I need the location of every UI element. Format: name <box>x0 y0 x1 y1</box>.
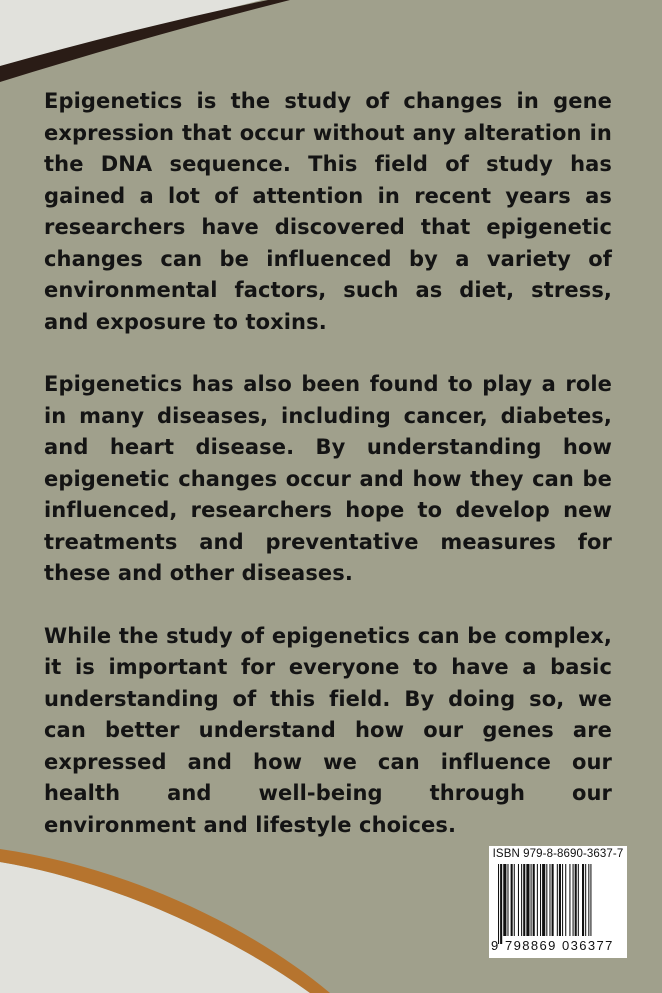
barcode-bar <box>552 864 554 936</box>
barcode-digits-right: 036377 <box>562 938 614 953</box>
barcode-bar <box>537 864 538 936</box>
barcode-bar <box>533 864 535 936</box>
barcode-bar <box>585 864 586 936</box>
barcode-bar <box>565 864 566 936</box>
bottom-left-light-panel <box>0 862 310 993</box>
blurb-paragraph-1: Epigenetics is the study of changes in gene expression that occur without any alteration in the DNA sequence. This field of study has gained a lot of attention in recent years as researchers have discovered that epigenetic changes can be influenced by a variety of environmental factors, such as diet, stress, and exposure to toxins. <box>44 89 612 334</box>
blurb-paragraph-3: While the study of epigenetics can be complex, it is important for everyone to have a basic understanding of this field. By doing so, we can better understand how our genes are expressed and how we can influence our health and well-being through our environment and lifestyle choices. <box>44 623 612 837</box>
barcode-bar <box>590 864 591 936</box>
barcode-bar <box>531 864 532 936</box>
barcode-bar <box>518 864 519 936</box>
barcode-bar <box>557 864 558 936</box>
back-cover-blurb <box>44 86 612 872</box>
barcode-bar <box>526 864 529 936</box>
barcode-bar <box>503 864 506 936</box>
barcode-bar <box>540 864 541 936</box>
barcode-bar <box>549 864 550 936</box>
barcode-bar <box>521 864 522 936</box>
blurb-paragraph-2: Epigenetics has also been found to play a role in many diseases, including cancer, diabetes, and heart disease. By understanding how epigenetic changes occur and how they can be influenced, researchers hope to develop new treatments and preventative measures for these and other diseases. <box>44 372 612 585</box>
barcode-bar <box>546 864 547 936</box>
barcode-bar <box>511 864 513 936</box>
barcode-bar <box>578 864 579 936</box>
barcode-bar <box>500 864 502 944</box>
barcode-bar <box>498 864 499 944</box>
barcode-digits-left: 798869 <box>505 938 557 953</box>
barcode-bar <box>582 864 584 936</box>
barcode-bar <box>569 864 570 936</box>
barcode-bar <box>562 864 563 936</box>
barcode-bar <box>588 864 589 936</box>
barcode-bar <box>523 864 525 936</box>
barcode-icon <box>498 864 618 944</box>
isbn-barcode-box <box>489 846 627 958</box>
barcode-digit-first: 9 <box>491 938 499 953</box>
barcode-bar <box>507 864 508 936</box>
barcode-bar <box>575 864 577 936</box>
barcode-bar <box>542 864 545 936</box>
isbn-label: ISBN 979-8-8690-3637-7 <box>492 848 624 860</box>
barcode-bar <box>559 864 561 936</box>
barcode-bar <box>514 864 515 936</box>
barcode-bar <box>573 864 574 936</box>
